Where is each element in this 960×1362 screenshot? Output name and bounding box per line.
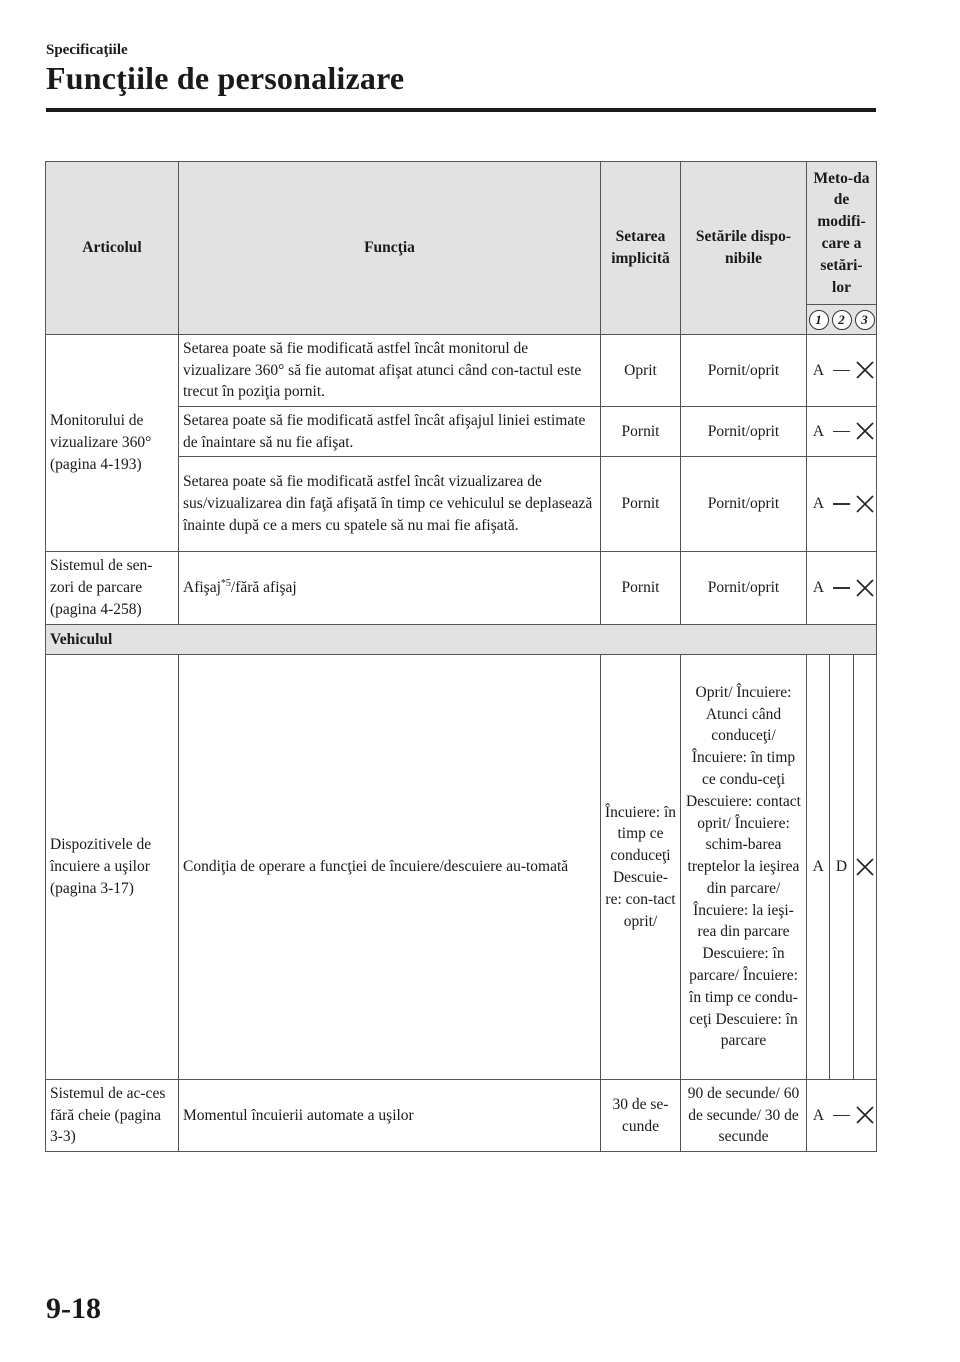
available-cell: 90 de secunde/ 60 de secunde/ 30 de secunde (681, 1080, 807, 1152)
customization-table (45, 161, 877, 1152)
page-title: Funcţiile de personalizare (46, 60, 405, 96)
col-header-available: Setările dispo-nibile (681, 162, 807, 335)
method-d-value: D (830, 655, 853, 1079)
method-a-value: A (812, 422, 825, 440)
function-cell: Setarea poate să fie modificată astfel încât afişajul liniei estimate de înaintare să nu fie afişat. (179, 407, 601, 457)
col-header-function: Funcţia (179, 162, 601, 335)
section-label: Specificaţiile (46, 42, 128, 58)
table-row (46, 655, 877, 1080)
method-a-value: A (812, 361, 825, 379)
method-cell (807, 407, 877, 457)
col-header-default: Setarea implicită (601, 162, 681, 335)
method-cell (807, 1080, 877, 1152)
default-cell: Încuiere: în timp ce conduceţi Descuie-re: con-tact oprit/ (601, 655, 681, 1080)
default-cell: Pornit (601, 407, 681, 457)
x-cross-icon (855, 494, 875, 514)
method-a-value: A (812, 579, 825, 597)
dash-icon (833, 431, 850, 433)
method-a-value: A (812, 495, 825, 513)
marker-1-icon: 1 (809, 310, 829, 330)
method-cell (807, 457, 877, 552)
title-rule (46, 108, 876, 112)
available-cell: Pornit/oprit (681, 335, 807, 407)
dash-icon (833, 587, 850, 589)
item-cell: Sistemul de sen-zori de parcare (pagina 4-258) (46, 552, 179, 625)
available-cell: Pornit/oprit (681, 457, 807, 552)
default-cell: Oprit (601, 335, 681, 407)
function-cell: Momentul încuierii automate a uşilor (179, 1080, 601, 1152)
table-row (46, 335, 877, 407)
function-cell: Setarea poate să fie modificată astfel încât vizualizarea de sus/vizualizarea din faţă afişată în timp ce vehiculul se deplasează înainte după ce a mers cu spatele să nu mai fie afişată. (179, 457, 601, 552)
dash-icon (833, 1115, 850, 1117)
method-cell (807, 552, 877, 625)
available-cell: Oprit/ Încuiere: Atunci când conduceţi/ Încuiere: în timp ce condu-ceţi Descuiere: contact oprit/ Încuiere: schim-barea treptelor la ieşirea din parcare/ Încuiere: la ieşi-rea din parcare Descuiere: în parcare/ Încuiere: în timp ce condu-ceţi Descuiere: în parcare (681, 655, 807, 1080)
table-row (46, 552, 877, 625)
marker-3-icon: 3 (855, 310, 875, 330)
available-cell: Pornit/oprit (681, 552, 807, 625)
method-cell (807, 335, 877, 407)
x-cross-icon (855, 857, 875, 877)
method-markers (807, 305, 877, 335)
function-cell: Afişaj$^{*5}$/fără afişaj (179, 552, 601, 625)
x-cross-icon (855, 421, 875, 441)
default-cell: Pornit (601, 552, 681, 625)
item-cell: Monitorului de vizualizare 360° (pagina 4-193) (46, 335, 179, 552)
default-cell: 30 de se-cunde (601, 1080, 681, 1152)
x-cross-icon (855, 360, 875, 380)
method-a-value: A (807, 655, 830, 1079)
function-cell: Setarea poate să fie modificată astfel încât monitorul de vizualizare 360° să fie automat afişat atunci când con-tactul este trecut în poziţia pornit. (179, 335, 601, 407)
marker-2-icon: 2 (832, 310, 852, 330)
default-cell: Pornit (601, 457, 681, 552)
method-cell (807, 655, 877, 1080)
col-header-method: Meto-da de modifi-care a setări-lor (807, 162, 877, 305)
available-cell: Pornit/oprit (681, 407, 807, 457)
page-number: 9-18 (46, 1292, 101, 1325)
dash-icon (833, 370, 850, 372)
subheading-vehicle: Vehiculul (46, 625, 877, 655)
function-cell: Condiţia de operare a funcţiei de încuiere/descuiere au-tomată (179, 655, 601, 1080)
col-header-item: Articolul (46, 162, 179, 335)
x-cross-icon (855, 578, 875, 598)
dash-icon (833, 503, 850, 505)
item-cell: Dispozitivele de încuiere a uşilor (pagina 3-17) (46, 655, 179, 1080)
item-cell: Sistemul de ac-ces fără cheie (pagina 3-3) (46, 1080, 179, 1152)
method-a-value: A (812, 1106, 825, 1124)
x-cross-icon (855, 1105, 875, 1125)
table-row (46, 1080, 877, 1152)
table-subheading-row (46, 625, 877, 655)
